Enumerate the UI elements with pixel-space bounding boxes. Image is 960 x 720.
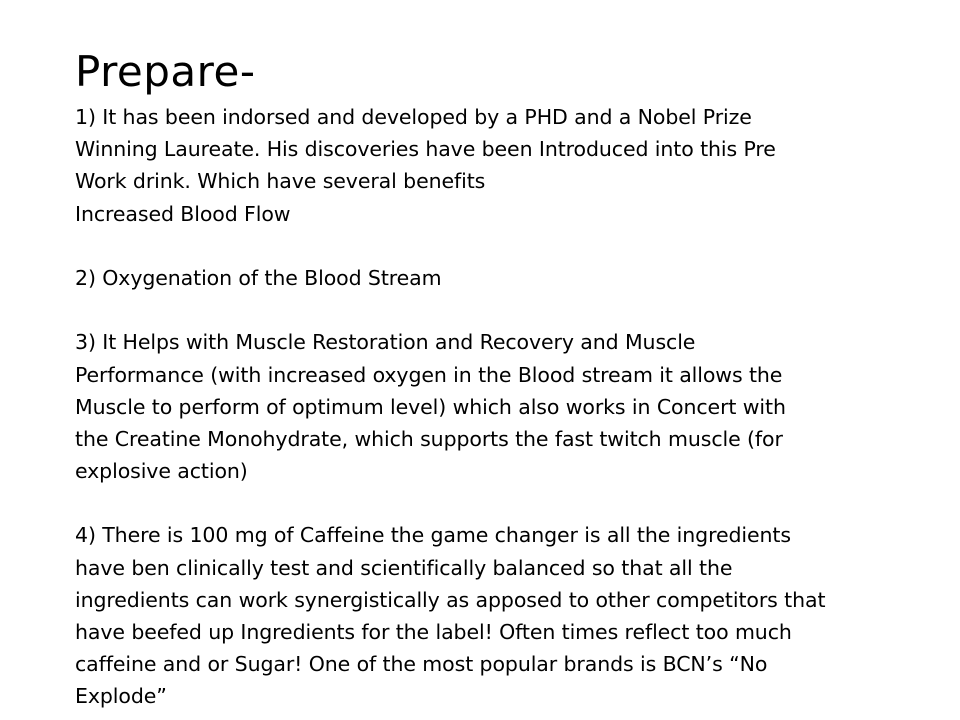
text-line: 1) It has been indorsed and developed by a PHD and a Nobel Prize [75,105,752,129]
paragraph-spacer [75,230,905,262]
paragraph-2 [75,262,905,294]
text-line: Explode” [75,684,167,709]
text-line: Winning Laureate. His discoveries have been Introduced into this Pre [75,137,776,162]
paragraph-4 [75,519,905,712]
paragraph-3 [75,326,905,487]
text-line: explosive action) [75,459,248,484]
text-line: have beefed up Ingredients for the label! Often times reflect too much [75,620,792,644]
text-line: Increased Blood Flow [75,201,291,226]
paragraph-spacer [75,294,905,326]
paragraph-1 [75,101,905,230]
text-line: 3) It Helps with Muscle Restoration and Recovery and Muscle [75,330,696,355]
text-line: caffeine and or Sugar! One of the most popular brands is BCN’s “No [75,652,768,677]
text-line: have ben clinically test and scientifically balanced so that all the [75,555,733,580]
text-line: 2) Oxygenation of the Blood Stream [75,265,442,290]
text-line: the Creatine Monohydrate, which supports the fast twitch muscle (for [75,426,783,451]
slide-body [75,101,905,713]
slide-title: Prepare- [75,47,256,96]
text-line: 4) There is 100 mg of Caffeine the game changer is all the ingredients [75,523,791,548]
paragraph-spacer [75,487,905,519]
text-line: Muscle to perform of optimum level) which also works in Concert with [75,394,786,419]
text-line: Work drink. Which have several benefits [75,169,486,194]
text-line: ingredients can work synergistically as apposed to other competitors that [75,587,826,612]
text-line: Performance (with increased oxygen in the Blood stream it allows the [75,362,783,387]
